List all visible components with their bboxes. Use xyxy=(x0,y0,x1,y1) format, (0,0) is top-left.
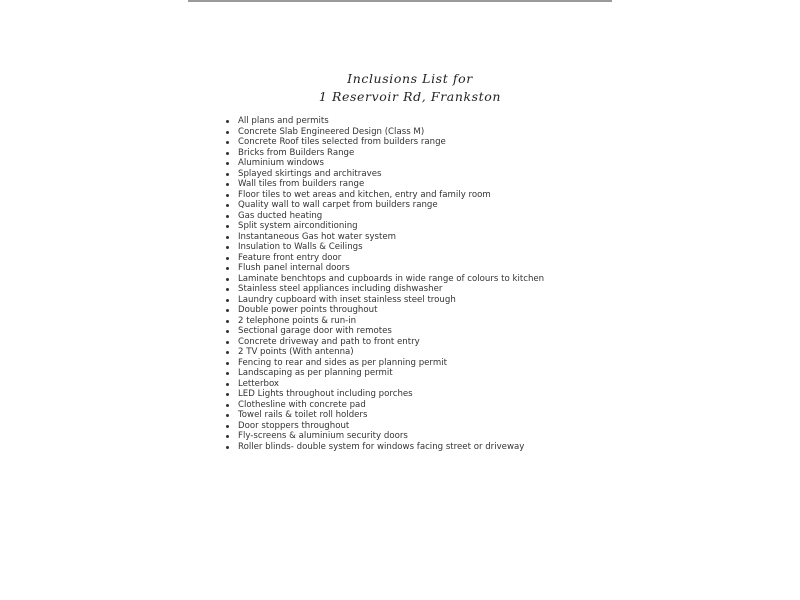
bullet-icon xyxy=(226,383,229,386)
bullet-icon xyxy=(226,183,229,186)
inclusions-list xyxy=(226,116,544,452)
list-item xyxy=(226,284,544,295)
list-item-text: All plans and permits xyxy=(238,116,329,126)
list-item xyxy=(226,316,544,327)
list-item xyxy=(226,190,544,201)
list-item-text: Stainless steel appliances including dishwasher xyxy=(238,284,443,294)
bullet-icon xyxy=(226,393,229,396)
list-item-text: Splayed skirtings and architraves xyxy=(238,168,382,179)
list-item xyxy=(226,421,544,432)
list-item xyxy=(226,337,544,348)
list-item-text: Laminate benchtops and cupboards in wide range of colours to kitchen xyxy=(238,273,545,284)
list-item xyxy=(226,274,544,285)
list-item xyxy=(226,200,544,211)
list-item-text: 2 TV points (With antenna) xyxy=(238,347,354,357)
bullet-icon xyxy=(226,225,229,228)
list-item xyxy=(226,169,544,180)
list-item xyxy=(226,263,544,274)
list-item xyxy=(226,179,544,190)
list-item-text: 2 telephone points & run-in xyxy=(238,315,357,326)
bullet-icon xyxy=(226,236,229,239)
list-item-text: Landscaping as per planning permit xyxy=(238,368,393,378)
list-item xyxy=(226,211,544,222)
bullet-icon xyxy=(226,414,229,417)
bullet-icon xyxy=(226,299,229,302)
list-item-text: Quality wall to wall carpet from builders range xyxy=(238,200,438,210)
list-item-text: Concrete Slab Engineered Design (Class M) xyxy=(238,126,425,137)
list-item xyxy=(226,305,544,316)
list-item-text: Roller blinds- double system for windows facing street or driveway xyxy=(238,441,525,452)
list-item-text: Concrete driveway and path to front entry xyxy=(238,336,420,347)
bullet-icon xyxy=(226,425,229,428)
bullet-icon xyxy=(226,341,229,344)
list-item xyxy=(226,148,544,159)
bullet-icon xyxy=(226,372,229,375)
list-item-text: Insulation to Walls & Ceilings xyxy=(238,242,363,252)
bullet-icon xyxy=(226,446,229,449)
list-item xyxy=(226,137,544,148)
bullet-icon xyxy=(226,194,229,197)
document-title xyxy=(250,70,570,106)
list-item-text: Fencing to rear and sides as per planning permit xyxy=(238,357,447,368)
list-item xyxy=(226,221,544,232)
list-item xyxy=(226,389,544,400)
bullet-icon xyxy=(226,246,229,249)
bullet-icon xyxy=(226,278,229,281)
list-item xyxy=(226,326,544,337)
list-item xyxy=(226,442,544,453)
bullet-icon xyxy=(226,309,229,312)
list-item-text: Door stoppers throughout xyxy=(238,420,350,431)
list-item-text: Double power points throughout xyxy=(238,305,378,315)
list-item xyxy=(226,379,544,390)
bullet-icon xyxy=(226,330,229,333)
bullet-icon xyxy=(226,288,229,291)
list-item xyxy=(226,242,544,253)
bullet-icon xyxy=(226,320,229,323)
list-item-text: Instantaneous Gas hot water system xyxy=(238,231,397,242)
list-item-text: Clothesline with concrete pad xyxy=(238,399,366,410)
bullet-icon xyxy=(226,141,229,144)
list-item-text: Split system airconditioning xyxy=(238,221,358,231)
list-item xyxy=(226,127,544,138)
list-item-text: Wall tiles from builders range xyxy=(238,179,365,189)
list-item-text: Laundry cupboard with inset stainless steel trough xyxy=(238,294,456,305)
list-item-text: Letterbox xyxy=(238,378,280,389)
list-item-text: Sectional garage door with remotes xyxy=(238,326,392,336)
bullet-icon xyxy=(226,131,229,134)
bullet-icon xyxy=(226,120,229,123)
bullet-icon xyxy=(226,404,229,407)
title-line-2: 1 Reservoir Rd, Frankston xyxy=(318,89,502,104)
list-item xyxy=(226,400,544,411)
list-item xyxy=(226,158,544,169)
list-item xyxy=(226,253,544,264)
list-item-text: LED Lights throughout including porches xyxy=(238,389,413,399)
bullet-icon xyxy=(226,435,229,438)
list-item xyxy=(226,295,544,306)
bullet-icon xyxy=(226,267,229,270)
list-item-text: Fly-screens & aluminium security doors xyxy=(238,431,408,441)
list-item xyxy=(226,431,544,442)
list-item-text: Aluminium windows xyxy=(238,158,324,168)
list-item xyxy=(226,410,544,421)
list-item xyxy=(226,358,544,369)
bullet-icon xyxy=(226,362,229,365)
scan-edge-line xyxy=(188,0,612,2)
list-item-text: Gas ducted heating xyxy=(238,210,323,221)
bullet-icon xyxy=(226,173,229,176)
list-item-text: Bricks from Builders Range xyxy=(238,147,355,158)
list-item xyxy=(226,232,544,243)
list-item-text: Towel rails & toilet roll holders xyxy=(238,410,368,420)
bullet-icon xyxy=(226,257,229,260)
list-item-text: Feature front entry door xyxy=(238,252,342,263)
list-item-text: Concrete Roof tiles selected from builders range xyxy=(238,137,446,147)
bullet-icon xyxy=(226,215,229,218)
title-line-1: Inclusions List for xyxy=(347,71,473,86)
bullet-icon xyxy=(226,351,229,354)
bullet-icon xyxy=(226,152,229,155)
list-item-text: Floor tiles to wet areas and kitchen, entry and family room xyxy=(238,189,491,200)
list-item xyxy=(226,347,544,358)
list-item-text: Flush panel internal doors xyxy=(238,263,350,273)
list-item xyxy=(226,116,544,127)
list-item xyxy=(226,368,544,379)
bullet-icon xyxy=(226,204,229,207)
bullet-icon xyxy=(226,162,229,165)
